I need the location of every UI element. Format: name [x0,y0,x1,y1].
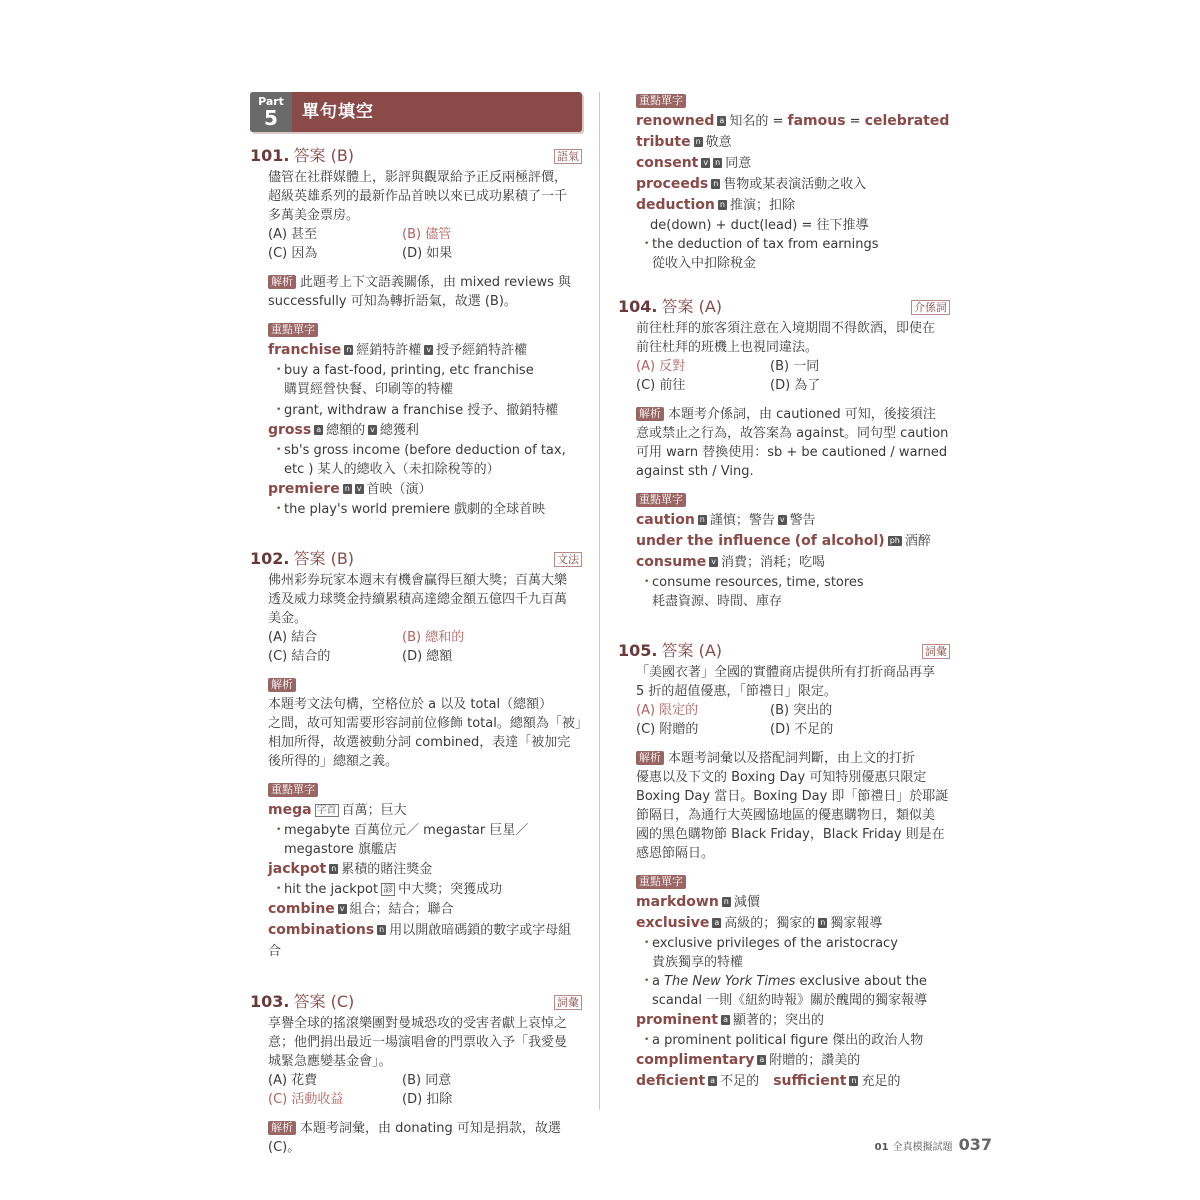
note-line: 意或禁止之行為，故答案為 against。同句型 caution [636,426,949,441]
option-c: (C) 結合的 [268,649,331,664]
pos-tag: n [699,515,705,524]
option-b: (B) 一同 [770,359,820,374]
vocab-badge: 重點單字 [268,783,318,797]
question-header [618,297,950,319]
vocab-word: jackpot [268,861,327,877]
option-d: (D) 扣除 [402,1092,453,1107]
page-footer [875,1135,992,1154]
pos-tag: v [339,904,345,913]
vocab-word-optional: (of alcohol) [794,533,885,549]
question-number: 105. [618,641,658,660]
vocab-consume [618,552,950,573]
vocab-def: 總獲利 [379,423,419,438]
etymology: de(down) + duct(lead) = 往下推導 [650,218,869,233]
question-category-tag: 介係詞 [911,300,950,315]
option-a-correct: (A) 限定的 [636,703,699,718]
example-text: exclusive about the [799,974,927,989]
question-stem [618,319,950,357]
explanation [618,749,950,863]
vocab-premiere [250,479,582,500]
explanation-badge: 解析 [636,751,664,765]
stem-line: 前往杜拜的旅客須注意在入境期間不得飲酒，即使在 [636,321,936,336]
vocab-def: 高級的；獨家的 [724,916,816,931]
example-translation: 中大獎；突獲成功 [398,882,503,897]
options [618,357,950,395]
options [250,628,582,666]
vocab-word: under the influence [636,533,791,549]
example-translation: 從收入中扣除稅金 [652,256,757,271]
vocab-word: sufficient [773,1073,847,1089]
vocab-renowned [618,111,950,132]
vocab-deduction [618,195,950,216]
options [250,1071,582,1109]
vocab-exclusive [618,913,950,934]
part-number-box [250,92,292,132]
question-105 [618,641,950,1092]
example: • grant, withdraw a franchise 授予、撤銷特權 [250,401,582,420]
example: • a prominent political figure 傑出的政治人物 [618,1031,950,1050]
explanation [250,1119,582,1157]
note-line: 可用 warn 替換使用：sb + be cautioned / warned [636,445,948,460]
example-translation: 耗盡資源、時間、庫存 [652,594,783,609]
note-line: (C)。 [268,1140,301,1155]
vocab-def: 百萬；巨大 [341,803,407,818]
option-d: (D) 不足的 [770,722,834,737]
option-b-correct: (B) 總和的 [402,630,465,645]
part-banner [250,92,582,132]
stem-line: 5 折的超值優惠，「節禮日」限定。 [636,684,837,699]
stem-line: 美金。 [268,611,308,626]
vocab-def: 總額的 [326,423,366,438]
vocab-def: 組合；結合；聯合 [349,902,454,917]
pos-tag: 諺 [383,884,394,895]
option-d: (D) 為了 [770,378,821,393]
vocab-word: deficient [636,1073,706,1089]
chapter-number: 01 [874,1142,889,1153]
stem-line: 超級英雄系列的最新作品首映以來已成功累積了一千 [268,189,568,204]
vocab-def: 授予經銷特許權 [436,343,528,358]
option-c: (C) 附贈的 [636,722,699,737]
vocab-word: tribute [636,134,691,150]
example-translation: 購買經營快餐、印刷等的特權 [284,382,454,397]
vocab-def: 知名的 = [729,114,784,129]
vocab-caution [618,510,950,531]
pos-tag: ph [889,536,900,545]
option-a-correct: (A) 反對 [636,359,686,374]
example: • consume resources, time, stores [618,573,950,592]
vocab-def: 消費；消耗；吃喝 [721,555,826,570]
question-header [250,992,582,1014]
pos-tag: a [759,1055,765,1064]
synonym: famous [787,113,846,129]
question-101 [250,146,582,519]
note-line: 節隔日，為通行大英國協地區的優惠購物日，類似美 [636,808,936,823]
option-d: (D) 如果 [402,246,453,261]
vocab-word: markdown [636,894,719,910]
vocab-proceeds [618,174,950,195]
question-104 [618,297,950,611]
stem-line: 儘管在社群媒體上，影評與觀眾給予正反兩極評價， [268,170,568,185]
example-translation: 貴族獨享的特權 [652,955,744,970]
note-line: 之間，故可知需要形容詞前位修飾 total。總額為「被」 [268,716,588,731]
vocab-def: 附贈的；讚美的 [769,1053,861,1068]
stem-line: 多萬美金票房。 [268,208,360,223]
vocab-def: 經銷特許權 [356,343,422,358]
vocab-badge: 重點單字 [636,493,686,507]
pos-tag: v [356,484,362,493]
vocab-franchise [250,340,582,361]
option-a: (A) 甚至 [268,227,318,242]
note-line: successfully 可知為轉折語氣，故選 (B)。 [268,294,517,309]
pos-tag: v [426,345,432,354]
vocab-def: 首映（演） [366,482,432,497]
vocab-word: franchise [268,342,342,358]
note-line: 國的黑色購物節 Black Friday，Black Friday 則是在 [636,827,945,842]
vocab-def: 謹慎；警告 [709,513,775,528]
vocab-word: mega [268,802,312,818]
question-number: 102. [250,549,290,568]
explanation-badge: 解析 [268,1121,296,1135]
pos-tag: n [331,864,337,873]
note-line: Boxing Day 當日。Boxing Day 即「節禮日」於耶誕 [636,789,949,804]
vocab-word: prominent [636,1012,719,1028]
stem-line: 享譽全球的搖滾樂團對曼城恐攻的受害者獻上哀悼之 [268,1016,568,1031]
pos-tag: n [851,1076,857,1085]
question-answer: 答案 (A) [661,297,723,316]
note-line: 感恩節隔日。 [636,846,715,861]
pos-tag: n [713,179,719,188]
vocab-word: combinations [268,922,375,938]
pos-tag: v [703,158,709,167]
pos-tag: a [723,1015,728,1024]
vocab-def: 用以開啟暗碼鎖的數字或字母組合 [268,923,572,959]
note-line: 本題考詞彙，由 donating 可知是捐款，故選 [300,1121,561,1136]
pos-tag: v [711,557,717,566]
stem-line: 「美國衣著」全國的實體商店提供所有打折商品再享 [636,665,936,680]
note-line: against sth / Ving. [636,464,754,479]
question-category-tag: 文法 [554,552,582,567]
explanation-badge: 解析 [268,275,296,289]
vocab-word: combine [268,901,335,917]
question-number: 104. [618,297,658,316]
vocab-word: consume [636,554,707,570]
explanation-badge: 解析 [636,407,664,421]
example: • the deduction of tax from earnings [618,235,950,254]
stem-line: 意；他們捐出最近一場演唱會的門票收入予「我愛曼 [268,1035,568,1050]
stem-line: 透及威力球獎金持續累積高達總金額五億四千九百萬 [268,592,568,607]
question-number: 103. [250,992,290,1011]
options [618,701,950,739]
vocab-complimentary [618,1050,950,1071]
vocab-word: deduction [636,197,715,213]
pos-tag: 字首 [316,805,337,816]
example-translation: scandal 一則《紐約時報》關於醜聞的獨家報導 [652,993,928,1008]
option-c-correct: (C) 活動收益 [268,1092,344,1107]
vocab-combinations [250,920,582,962]
part-title: 單句填空 [302,101,374,122]
note-line: 優惠以及下文的 Boxing Day 可知特別優惠只限定 [636,770,927,785]
vocab-def: 減價 [733,895,760,910]
question-answer: 答案 (C) [293,992,355,1011]
vocab-badge: 重點單字 [268,323,318,337]
example: • megabyte 百萬位元／ megastar 巨星／ [250,821,582,840]
pos-tag: v [370,425,375,434]
example [250,880,582,899]
vocab-mega [250,800,582,821]
part-label: Part [258,95,284,108]
pos-tag: a [714,918,720,927]
vocab-word: exclusive [636,915,710,931]
pos-tag: n [379,925,385,934]
question-stem [250,168,582,225]
vocab-word: renowned [636,113,715,129]
question-category-tag: 詞彙 [922,644,950,659]
vocab-def: 同意 [725,156,752,171]
vocab-def: 警告 [789,513,816,528]
stem-line: 城緊急應變基金會」。 [268,1054,392,1069]
vocab-jackpot [250,859,582,880]
vocab-badge: 重點單字 [636,94,686,108]
option-b-correct: (B) 儘管 [402,227,452,242]
note-line: 本題考詞彙以及搭配詞判斷，由上文的打折 [668,751,916,766]
example-text: a [652,974,660,989]
question-category-tag: 詞彙 [554,995,582,1010]
question-answer: 答案 (A) [661,641,723,660]
stem-line: 佛州彩券玩家本週末有機會贏得巨額大獎；百萬大樂 [268,573,568,588]
vocab-def: 充足的 [861,1074,901,1089]
question-header [250,146,582,168]
option-a: (A) 結合 [268,630,318,645]
vocab-badge: 重點單字 [636,875,686,889]
explanation [250,273,582,311]
stem-line: 前往杜拜的班機上也視同違法。 [636,340,819,355]
options [250,225,582,263]
pos-tag: v [779,515,785,524]
note-line: 本題考介係詞，由 cautioned 可知，後接須注 [668,407,936,422]
explanation-badge: 解析 [268,678,296,692]
note-line: 相加所得，故選被動分詞 combined，表達「被加完 [268,735,571,750]
vocab-tribute [618,132,950,153]
pos-tag: n [719,200,725,209]
vocab-combine [250,899,582,920]
question-header [250,549,582,571]
synonym: celebrated [864,113,950,129]
question-category-tag: 語氣 [554,149,582,164]
vocab-deficient-sufficient [618,1071,950,1092]
question-103 [250,992,582,1157]
example: • sb's gross income (before deduction of tax, [250,441,582,460]
note-line: 此題考上下文語義關係，由 mixed reviews 與 [300,275,571,290]
vocab-prominent [618,1010,950,1031]
example [618,972,950,991]
question-answer: 答案 (B) [293,549,355,568]
example-cont: etc ) 某人的總收入（未扣除稅等的） [284,462,500,477]
pos-tag: n [695,137,701,146]
option-b: (B) 同意 [402,1073,452,1088]
question-number: 101. [250,146,290,165]
vocab-def: 敬意 [705,135,732,150]
example-text: hit the jackpot [284,882,379,897]
question-stem [618,663,950,701]
right-column [618,92,950,1092]
example-italic: The New York Times [664,974,796,989]
example-cont: megastore 旗艦店 [284,842,397,857]
note-line: 本題考文法句構，空格位於 a 以及 total（總額） [268,697,553,712]
equals-sign: = [849,114,861,129]
option-b: (B) 突出的 [770,703,833,718]
vocab-under-the-influence [618,531,950,552]
chapter-title: 全真模擬試題 [892,1142,953,1153]
vocab-def: 獨家報導 [830,916,883,931]
option-c: (C) 因為 [268,246,318,261]
vocab-word: caution [636,512,695,528]
column-divider [599,92,600,1110]
vocab-def: 顯著的；突出的 [732,1013,824,1028]
vocab-word: complimentary [636,1052,755,1068]
vocab-def: 不足的 [720,1074,760,1089]
vocab-def: 累積的賭注獎金 [341,862,433,877]
option-c: (C) 前往 [636,378,686,393]
pos-tag: n [715,158,721,167]
vocab-word: gross [268,422,312,438]
vocab-gross [250,420,582,441]
question-header [618,641,950,663]
question-stem [250,571,582,628]
vocab-def: 售物或某表演活動之收入 [723,177,867,192]
pos-tag: n [346,345,352,354]
vocab-word: premiere [268,481,340,497]
pos-tag: a [316,425,322,434]
vocab-def: 酒醉 [904,534,931,549]
vocab-consent [618,153,950,174]
example: • buy a fast-food, printing, etc franchise [250,361,582,380]
left-column [250,92,588,1157]
question-102 [250,549,588,962]
pos-tag: n [723,897,729,906]
pos-tag: n [344,484,350,493]
page-number: 037 [958,1135,992,1154]
vocab-def: 推演；扣除 [729,198,795,213]
vocab-word: consent [636,155,699,171]
option-a: (A) 花費 [268,1073,318,1088]
pos-tag: n [820,918,826,927]
question-stem [250,1014,582,1071]
explanation [250,676,588,771]
vocab-word: proceeds [636,176,709,192]
option-d: (D) 總額 [402,649,453,664]
example: • exclusive privileges of the aristocracy [618,934,950,953]
note-line: 後所得的」總額之義。 [268,754,399,769]
explanation [618,405,950,481]
question-answer: 答案 (B) [293,146,355,165]
pos-tag: a [710,1076,716,1085]
vocab-markdown [618,892,950,913]
example: • the play's world premiere 戲劇的全球首映 [250,500,582,519]
pos-tag: a [719,116,725,125]
part-number: 5 [264,106,278,130]
